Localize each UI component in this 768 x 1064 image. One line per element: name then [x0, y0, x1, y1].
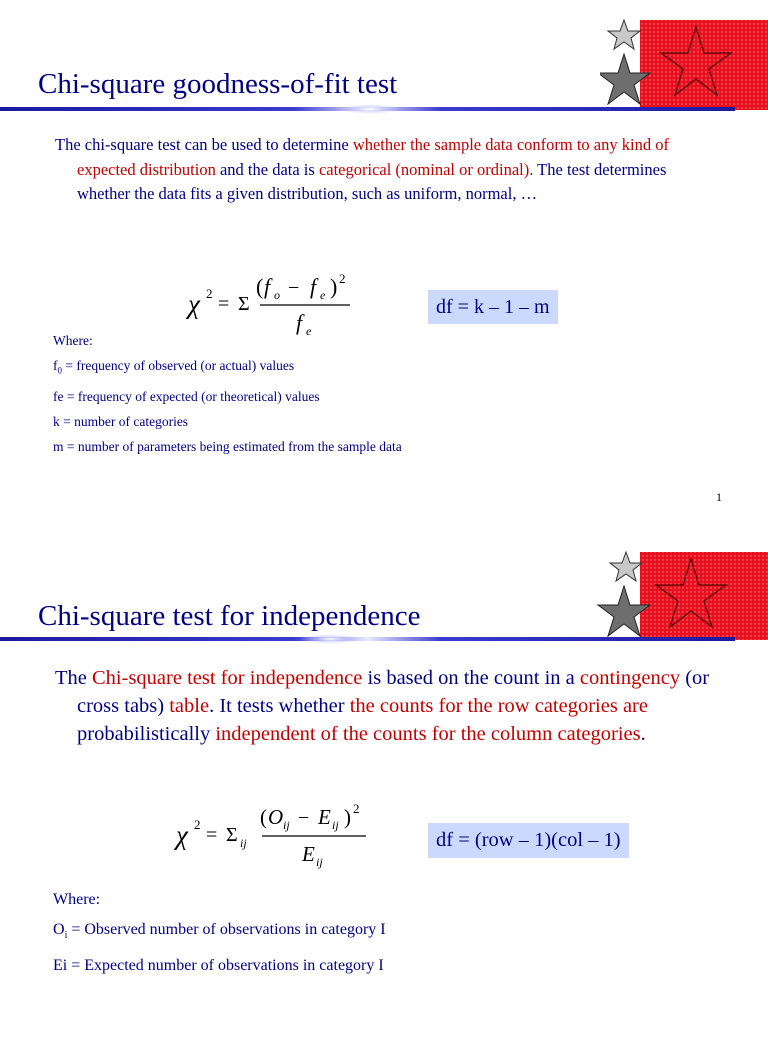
definition-fe: fe = frequency of expected (or theoretical) values — [53, 388, 320, 404]
star-panel-icon — [640, 552, 768, 640]
svg-text:f: f — [296, 310, 303, 335]
svg-text:χ: χ — [176, 820, 188, 850]
svg-text:E: E — [318, 805, 331, 829]
definition-k: k = number of categories — [53, 413, 189, 429]
svg-text:): ) — [330, 274, 338, 299]
svg-text:=: = — [218, 293, 230, 315]
svg-text:ij: ij — [283, 818, 290, 832]
svg-text:2: 2 — [353, 801, 360, 816]
definition-ei: Ei = Expected number of observations in category I — [53, 957, 384, 975]
svg-text:2: 2 — [194, 817, 201, 832]
slide-title: Chi-square goodness-of-fit test — [38, 68, 398, 100]
gray-star-icon — [610, 552, 642, 581]
svg-text:(: ( — [256, 274, 264, 299]
svg-text:O: O — [268, 805, 284, 829]
svg-text:Σ: Σ — [238, 293, 250, 315]
independence-paragraph: The Chi-square test for independence is based on the count in a contingency (or cross tabs) table. It tests whether the counts for the row categories are probabilistically independent of the counts for the column categories. — [55, 667, 710, 745]
star-decoration — [593, 550, 768, 645]
df-box: df = (row – 1)(col – 1) — [428, 823, 629, 858]
definition-f0: $f_0$ = frequency of observed (or actual) values — [53, 358, 295, 376]
definitions-list — [53, 885, 386, 981]
chi-square-independence-formula — [168, 796, 378, 874]
svg-text:=: = — [206, 824, 218, 846]
page-number: 1 — [716, 490, 722, 504]
svg-text:ij: ij — [240, 836, 247, 850]
svg-text:Σ: Σ — [226, 824, 238, 846]
star-panel-icon — [640, 20, 768, 110]
df-box: df = k – 1 – m — [428, 290, 558, 324]
svg-text:2: 2 — [339, 271, 346, 286]
slide-title: Chi-square test for independence — [38, 600, 421, 632]
svg-text:ij: ij — [316, 855, 323, 869]
svg-text:e: e — [306, 324, 312, 338]
svg-text:): ) — [344, 805, 351, 829]
svg-text:2: 2 — [206, 286, 213, 301]
definition-m: m = number of parameters being estimated from the sample data — [53, 438, 402, 454]
svg-text:(: ( — [260, 805, 267, 829]
title-underline — [0, 637, 735, 641]
where-label: Where: — [53, 333, 93, 348]
slide-2 — [0, 532, 768, 1064]
definition-oi: $O_i$ = Observed number of observations in category I — [53, 921, 386, 942]
where-label: Where: — [53, 891, 101, 908]
svg-text:e: e — [320, 288, 326, 302]
definitions-list — [53, 328, 402, 459]
intro-paragraph: The chi-square test can be used to determine whether the sample data conform to any kind of expected distribution and the data is categorical (nominal or ordinal). The test determines whether the data fits a given distribution, such as uniform, normal, … — [55, 135, 669, 203]
svg-text:ij: ij — [332, 818, 339, 832]
underline-flare — [340, 104, 400, 114]
svg-text:E: E — [302, 842, 315, 866]
svg-text:−: − — [288, 277, 300, 299]
svg-text:f: f — [264, 274, 271, 299]
svg-text:−: − — [298, 807, 310, 829]
svg-text:χ: χ — [188, 289, 200, 319]
gray-star-icon — [608, 20, 640, 49]
svg-text:o: o — [274, 288, 280, 302]
svg-text:f: f — [310, 274, 317, 299]
star-decoration — [600, 18, 768, 113]
underline-flare — [300, 634, 360, 644]
